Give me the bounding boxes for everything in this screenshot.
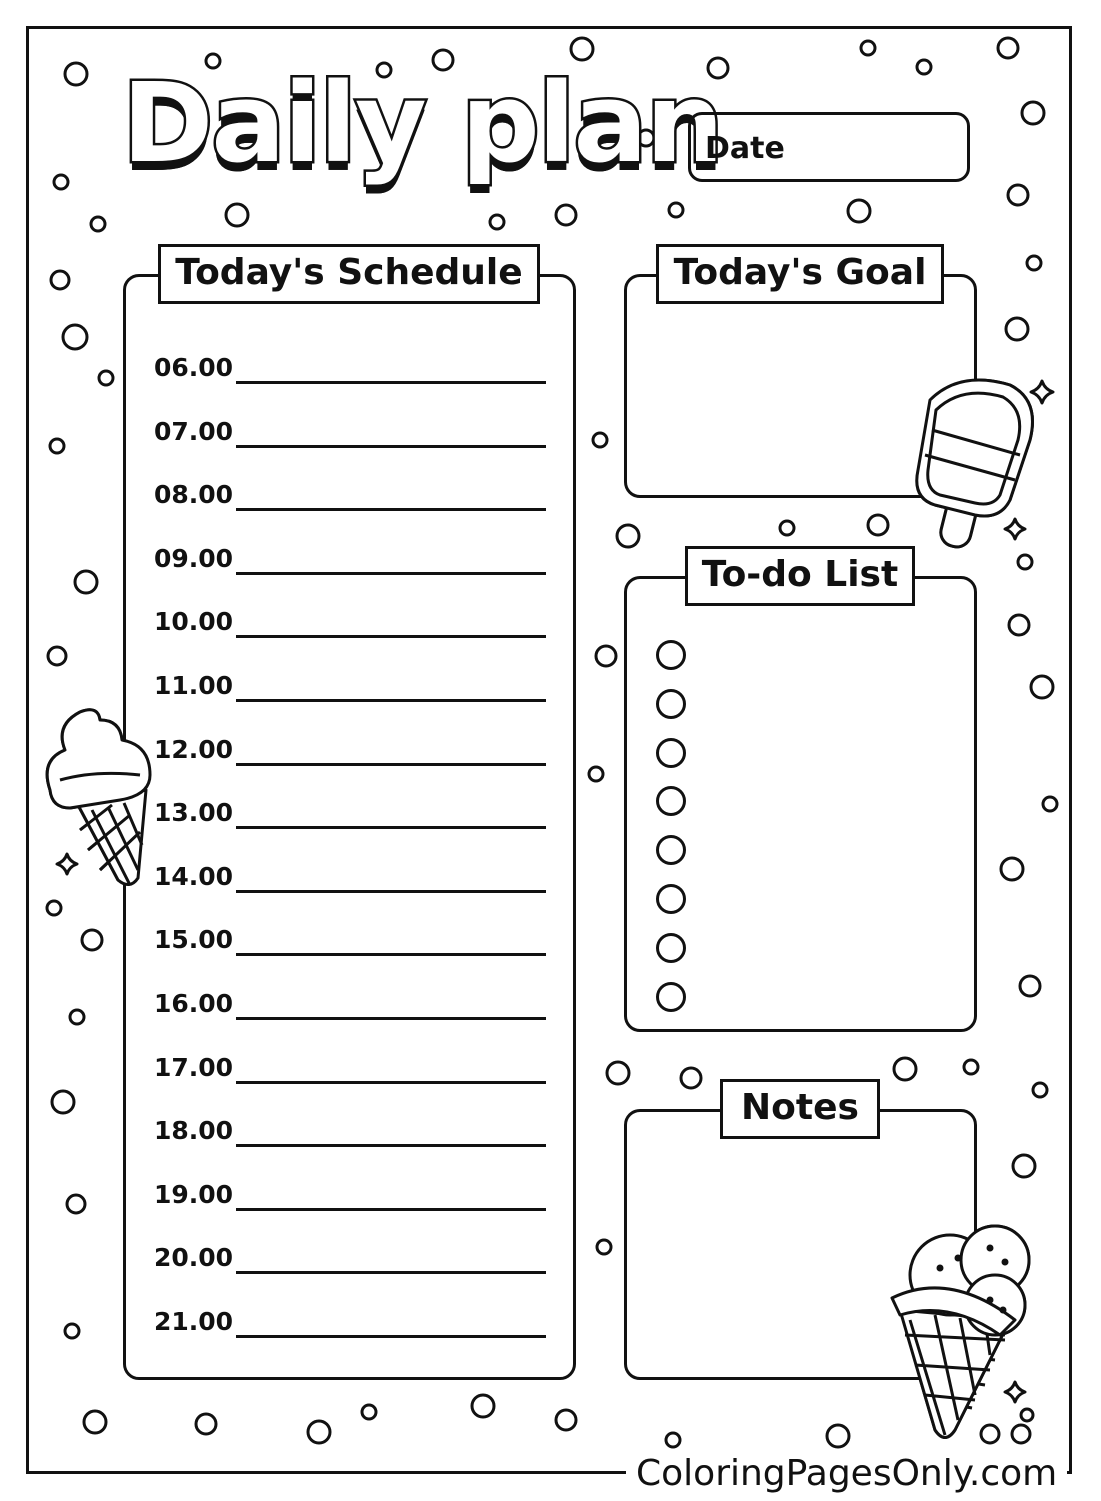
bubble-circle-icon <box>917 60 931 74</box>
schedule-row[interactable] <box>154 408 546 448</box>
todo-checkbox[interactable] <box>656 640 686 670</box>
bubble-circle-icon <box>556 1410 576 1430</box>
bubble-circle-icon <box>597 1240 611 1254</box>
bubble-circle-icon <box>48 647 66 665</box>
schedule-row[interactable] <box>154 1044 546 1084</box>
bubble-circle-icon <box>1001 858 1023 880</box>
bubble-circle-icon <box>868 515 888 535</box>
bubble-circle-icon <box>1013 1155 1035 1177</box>
bubble-circle-icon <box>50 439 64 453</box>
bubble-circle-icon <box>70 1010 84 1024</box>
todo-label: To-do List <box>685 546 915 606</box>
schedule-time: 20.00 <box>154 1243 234 1273</box>
bubble-circle-icon <box>861 41 875 55</box>
bubble-circle-icon <box>894 1058 916 1080</box>
bubble-circle-icon <box>54 175 68 189</box>
schedule-line[interactable] <box>236 1081 546 1084</box>
schedule-row[interactable] <box>154 598 546 638</box>
sparkle-icon <box>1005 1382 1025 1402</box>
todo-checkbox[interactable] <box>656 982 686 1012</box>
bubble-circle-icon <box>75 571 97 593</box>
bubble-circle-icon <box>490 215 504 229</box>
bubble-circle-icon <box>964 1060 978 1074</box>
bubble-circle-icon <box>47 901 61 915</box>
schedule-time: 06.00 <box>154 353 234 382</box>
bubble-circle-icon <box>981 1425 999 1443</box>
bubble-circle-icon <box>669 203 683 217</box>
bubble-circle-icon <box>362 1405 376 1419</box>
schedule-line[interactable] <box>236 1144 546 1147</box>
schedule-line[interactable] <box>236 572 546 575</box>
schedule-line[interactable] <box>236 953 546 956</box>
schedule-time: 10.00 <box>154 607 234 637</box>
bubble-circle-icon <box>681 1068 701 1088</box>
schedule-row[interactable] <box>154 1171 546 1211</box>
schedule-line[interactable] <box>236 1017 546 1020</box>
bubble-circle-icon <box>99 371 113 385</box>
sparkle-icon <box>57 854 77 874</box>
goal-label: Today's Goal <box>656 244 944 304</box>
bubble-circle-icon <box>593 433 607 447</box>
schedule-time: 18.00 <box>154 1116 234 1146</box>
notes-panel[interactable] <box>624 1109 977 1380</box>
bubble-circle-icon <box>617 525 639 547</box>
bubble-circle-icon <box>52 1091 74 1113</box>
schedule-row[interactable] <box>154 344 546 384</box>
bubble-circle-icon <box>1008 185 1028 205</box>
todo-checkbox[interactable] <box>656 933 686 963</box>
bubble-circle-icon <box>1021 1409 1033 1421</box>
schedule-row[interactable] <box>154 853 546 893</box>
schedule-time: 09.00 <box>154 543 234 573</box>
bubble-circle-icon <box>65 63 87 85</box>
bubble-circle-icon <box>63 325 87 349</box>
bubble-circle-icon <box>571 38 593 60</box>
page-title: Daily plan <box>122 59 722 187</box>
schedule-line[interactable] <box>236 763 546 766</box>
bubble-circle-icon <box>1006 318 1028 340</box>
date-label: Date <box>705 131 785 166</box>
bubble-circle-icon <box>91 217 105 231</box>
bubble-circle-icon <box>607 1062 629 1084</box>
bubble-circle-icon <box>196 1414 216 1434</box>
schedule-label: Today's Schedule <box>158 244 540 304</box>
schedule-row[interactable] <box>154 1298 546 1338</box>
schedule-line[interactable] <box>236 890 546 893</box>
todo-checkbox[interactable] <box>656 738 686 768</box>
bubble-circle-icon <box>82 930 102 950</box>
schedule-line[interactable] <box>236 635 546 638</box>
bubble-circle-icon <box>998 38 1018 58</box>
bubble-circle-icon <box>226 204 248 226</box>
schedule-time: 17.00 <box>154 1052 234 1082</box>
bubble-circle-icon <box>1033 1083 1047 1097</box>
schedule-time: 15.00 <box>154 925 234 955</box>
bubble-circle-icon <box>65 1324 79 1338</box>
bubble-circle-icon <box>1012 1425 1030 1443</box>
schedule-time: 12.00 <box>154 734 234 764</box>
sparkle-icon <box>1005 519 1025 539</box>
schedule-row[interactable] <box>154 662 546 702</box>
bubble-circle-icon <box>848 200 870 222</box>
bubble-circle-icon <box>67 1195 85 1213</box>
schedule-row[interactable] <box>154 789 546 829</box>
bubble-circle-icon <box>308 1421 330 1443</box>
bubble-circle-icon <box>1018 555 1032 569</box>
sparkle-icon <box>1031 381 1053 403</box>
schedule-time: 19.00 <box>154 1179 234 1209</box>
schedule-row[interactable] <box>154 1107 546 1147</box>
bubble-circle-icon <box>1043 797 1057 811</box>
bubble-circle-icon <box>827 1425 849 1447</box>
schedule-time: 13.00 <box>154 798 234 828</box>
schedule-time: 07.00 <box>154 416 234 446</box>
schedule-time: 08.00 <box>154 480 234 510</box>
schedule-row[interactable] <box>154 726 546 766</box>
schedule-line[interactable] <box>236 699 546 702</box>
todo-checkbox[interactable] <box>656 884 686 914</box>
bubble-circle-icon <box>1031 676 1053 698</box>
schedule-line[interactable] <box>236 826 546 829</box>
bubble-circle-icon <box>51 271 69 289</box>
date-field[interactable] <box>688 112 970 182</box>
schedule-line[interactable] <box>236 381 546 384</box>
schedule-row[interactable] <box>154 980 546 1020</box>
schedule-time: 14.00 <box>154 861 234 891</box>
schedule-line[interactable] <box>236 508 546 511</box>
bubble-circle-icon <box>666 1433 680 1447</box>
schedule-row[interactable] <box>154 471 546 511</box>
bubble-circle-icon <box>1009 615 1029 635</box>
bubble-circle-icon <box>1027 256 1041 270</box>
notes-label: Notes <box>720 1079 880 1139</box>
schedule-row[interactable] <box>154 535 546 575</box>
schedule-time: 11.00 <box>154 671 234 700</box>
bubble-circle-icon <box>589 767 603 781</box>
bubble-circle-icon <box>780 521 794 535</box>
goal-panel[interactable] <box>624 274 977 498</box>
bubble-circle-icon <box>472 1395 494 1417</box>
bubble-circle-icon <box>556 205 576 225</box>
schedule-row[interactable] <box>154 1234 546 1274</box>
todo-checkbox[interactable] <box>656 689 686 719</box>
todo-checkbox[interactable] <box>656 835 686 865</box>
bubble-circle-icon <box>84 1411 106 1433</box>
schedule-time: 16.00 <box>154 989 234 1018</box>
schedule-line[interactable] <box>236 1271 546 1274</box>
bubble-circle-icon <box>1022 102 1044 124</box>
schedule-line[interactable] <box>236 1335 546 1338</box>
footer-credit[interactable]: ColoringPagesOnly.com <box>626 1450 1067 1498</box>
schedule-time: 21.00 <box>154 1307 234 1336</box>
bubble-circle-icon <box>596 646 616 666</box>
schedule-row[interactable] <box>154 916 546 956</box>
schedule-line[interactable] <box>236 1208 546 1211</box>
schedule-line[interactable] <box>236 445 546 448</box>
bubble-circle-icon <box>1020 976 1040 996</box>
